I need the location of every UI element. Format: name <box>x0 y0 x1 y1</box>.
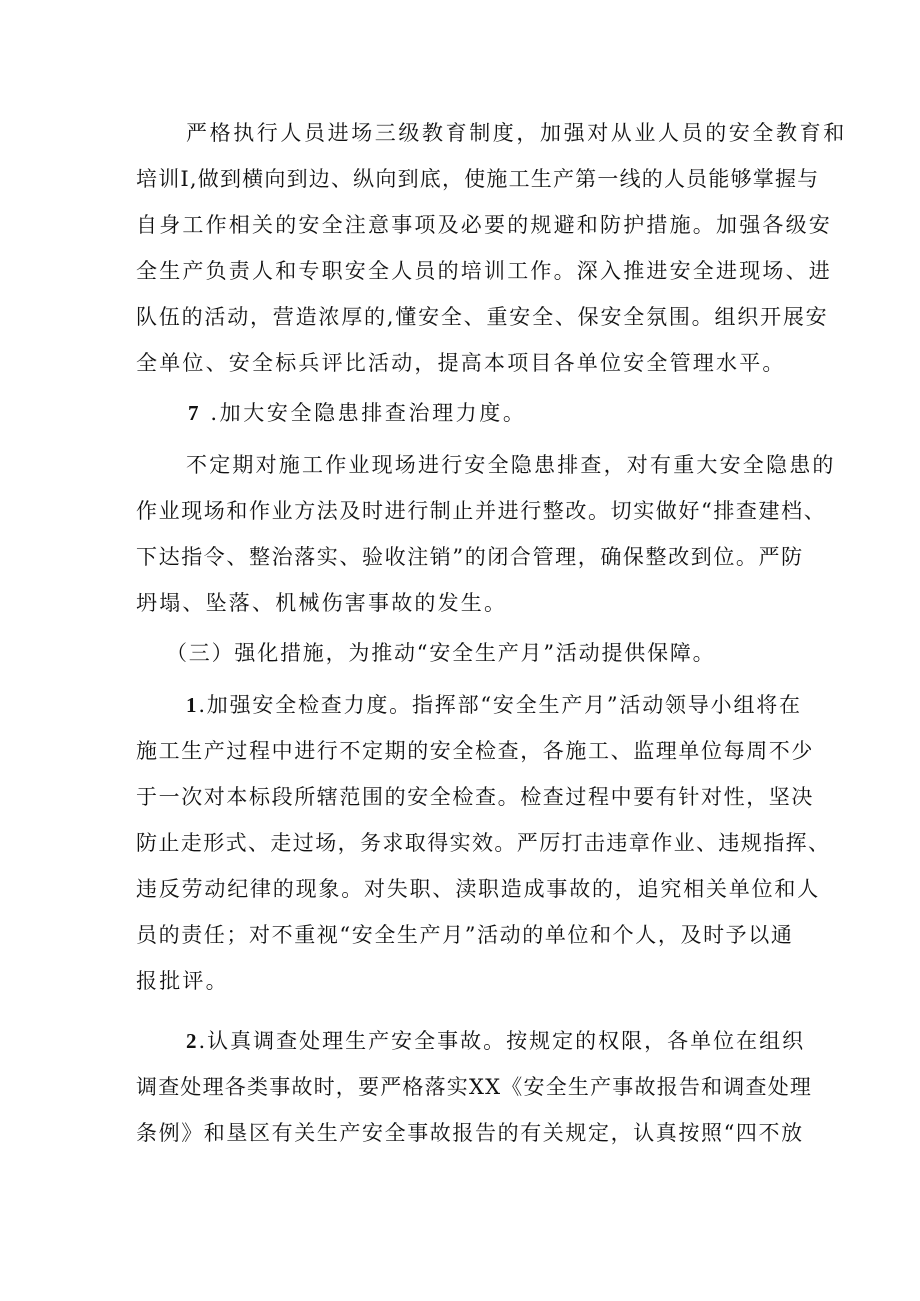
text-line: 培训I,做到横向到边、纵向到底，使施工生产第一线的人员能够掌握与 <box>136 167 820 191</box>
item-number: 1 <box>186 693 199 717</box>
heading-number: 7 <box>188 401 202 425</box>
text-line: 员的责任；对不重视“安全生产月”活动的单位和个人，及时予以通 <box>136 923 794 947</box>
paragraph-item-2 <box>136 1018 813 1156</box>
paragraph-item-1 <box>136 682 831 1004</box>
text-line: 下达指令、整治落实、验收注销”的闭合管理，确保整改到位。严防 <box>136 545 804 569</box>
text-line: 调查处理各类事故时，要严格落实XX《安全生产事故报告和调查处理 <box>136 1075 813 1099</box>
section-heading-7 <box>136 390 796 436</box>
heading-text: （三）强化措施，为推动“安全生产月”活动提供保障。 <box>166 641 716 665</box>
paragraph-hazard-check <box>136 442 836 626</box>
text-line: 条例》和垦区有关生产安全事故报告的有关规定，认真按照“四不放 <box>136 1121 804 1145</box>
text-line: 自身工作相关的安全注意事项及必要的规避和防护措施。加强各级安 <box>136 213 832 237</box>
text-line: 队伍的活动，营造浓厚的,懂安全、重安全、保安全氛围。组织开展安 <box>136 305 829 329</box>
text-line: 报批评。 <box>136 969 229 993</box>
text-line <box>136 682 802 728</box>
text-line: 于一次对本标段所辖范围的安全检查。检查过程中要有针对性，坚决 <box>136 785 814 809</box>
document-body <box>136 110 847 1156</box>
text-span: .加强安全检查力度。指挥部“安全生产月”活动领导小组将在 <box>198 693 802 717</box>
text-span: .认真调查处理生产安全事故。按规定的权限，各单位在组织 <box>198 1029 806 1053</box>
text-line: 坍塌、坠落、机械伤害事故的发生。 <box>136 591 508 615</box>
text-line: 全生产负责人和专职安全人员的培训工作。深入推进安全进现场、进 <box>136 259 832 283</box>
section-heading-3 <box>136 630 796 676</box>
text-line <box>136 1018 806 1064</box>
item-number: 2 <box>186 1029 199 1053</box>
text-line: 防止走形式、走过场，务求取得实效。严厉打击违章作业、违规指挥、 <box>136 831 831 855</box>
text-line: 作业现场和作业方法及时进行制止并进行整改。切实做好“排查建档、 <box>136 499 827 523</box>
paragraph-education <box>136 110 847 386</box>
text-line: 全单位、安全标兵评比活动，提高本项目各单位安全管理水平。 <box>136 351 786 375</box>
text-line: 违反劳动纪律的现象。对失职、渎职造成事故的，追究相关单位和人 <box>136 877 820 901</box>
text-line: 不定期对施工作业现场进行安全隐患排查，对有重大安全隐患的 <box>186 453 836 477</box>
text-line: 施工生产过程中进行不定期的安全检查，各施工、监理单位每周不少 <box>136 739 814 763</box>
text-line: 严格执行人员进场三级教育制度，加强对从业人员的安全教育和 <box>186 121 847 145</box>
heading-text: .加大安全隐患排查治理力度。 <box>210 401 527 425</box>
